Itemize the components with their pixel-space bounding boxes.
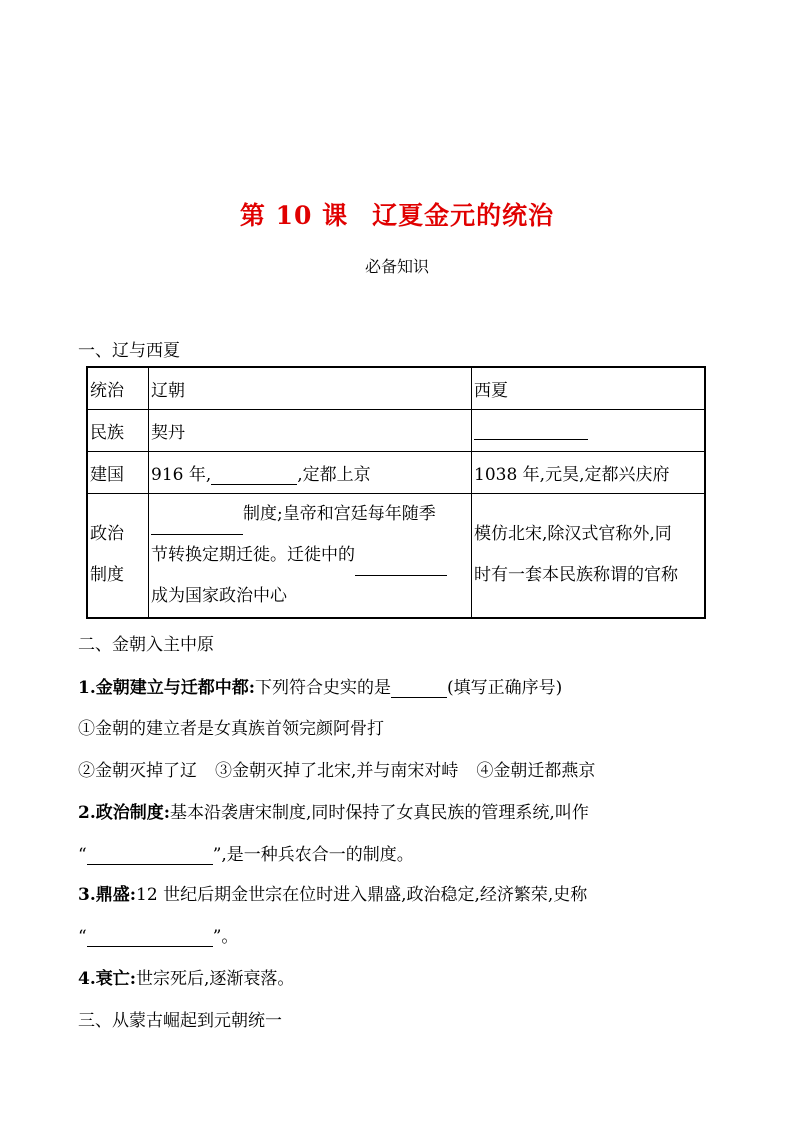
q4-number: 4. xyxy=(78,969,96,989)
fill-blank[interactable] xyxy=(87,928,213,947)
table-row xyxy=(87,493,705,618)
q1-text: 下列符合史实的是 xyxy=(255,678,392,698)
question-2-line2 xyxy=(78,840,414,865)
table-header-row xyxy=(87,367,705,409)
q4-text: 世宗死后,逐渐衰落。 xyxy=(136,969,295,989)
text: ,定都上京 xyxy=(297,464,371,485)
xixia-founding: 1038 年,元昊,定都兴庆府 xyxy=(472,451,706,493)
text: 时有一套本民族称谓的官称 xyxy=(474,565,678,585)
row-label: 建国 xyxy=(87,451,149,493)
q1-option-1: ①金朝的建立者是女真族首领完颜阿骨打 xyxy=(78,719,384,739)
liao-xixia-table xyxy=(86,366,706,619)
section-heading-3: 三、从蒙古崛起到元朝统一 xyxy=(78,1011,282,1031)
row-label: 民族 xyxy=(87,409,149,451)
q1-label: 金朝建立与迁都中都: xyxy=(95,678,256,698)
fill-blank[interactable] xyxy=(87,846,213,865)
q1-option-4: ④金朝迁都燕京 xyxy=(476,761,596,781)
question-1 xyxy=(78,673,562,698)
liao-ethnic: 契丹 xyxy=(149,409,472,451)
q1-number: 1. xyxy=(78,678,96,698)
header-cell: 辽朝 xyxy=(149,367,472,409)
subtitle: 必备知识 xyxy=(364,257,429,276)
q3-number: 3. xyxy=(78,885,96,905)
text: 制度;皇帝和宫廷每年随季 xyxy=(243,503,436,524)
q3-label: 鼎盛: xyxy=(95,885,137,905)
xixia-politics xyxy=(472,493,706,618)
header-cell: 西夏 xyxy=(472,367,706,409)
lesson-number: 第 10 课 xyxy=(239,201,349,230)
question-3 xyxy=(78,880,587,905)
question-3-line2 xyxy=(78,922,238,947)
q3-text-end: ”。 xyxy=(212,927,239,947)
q2-number: 2. xyxy=(78,803,96,823)
lesson-name: 辽夏金元的统治 xyxy=(372,201,555,230)
lesson-title xyxy=(0,196,794,232)
quote-open: “ xyxy=(78,927,87,947)
fill-blank[interactable] xyxy=(391,679,447,698)
q1-option-3: ③金朝灭掉了北宋,并与南宋对峙 xyxy=(215,761,459,781)
q3-text: 12 世纪后期金世宗在位时进入鼎盛,政治稳定,经济繁荣,史称 xyxy=(136,885,588,905)
text: 节转换定期迁徙。迁徙中的 xyxy=(151,544,355,565)
q1-options xyxy=(78,756,595,781)
q4-label: 衰亡: xyxy=(95,969,137,989)
text: 模仿北宋,除汉式官称外,同 xyxy=(474,524,672,544)
fill-blank[interactable] xyxy=(355,557,447,576)
q2-text: 基本沿袭唐宋制度,同时保持了女真民族的管理系统,叫作 xyxy=(170,803,589,823)
table-row xyxy=(87,451,705,493)
fill-blank[interactable] xyxy=(474,421,588,440)
liao-founding xyxy=(149,451,472,493)
fill-blank[interactable] xyxy=(211,466,297,485)
text: 成为国家政治中心 xyxy=(151,585,287,606)
text: 916 年, xyxy=(151,464,212,485)
xixia-ethnic-blank[interactable] xyxy=(472,409,706,451)
q1-suffix: (填写正确序号) xyxy=(447,678,563,698)
section-heading-2: 二、金朝入主中原 xyxy=(78,635,214,655)
q2-label: 政治制度: xyxy=(95,803,171,823)
question-4 xyxy=(78,964,294,989)
quote-open: “ xyxy=(78,845,87,865)
liao-politics xyxy=(149,493,472,618)
q2-text-end: ”,是一种兵农合一的制度。 xyxy=(212,845,414,865)
fill-blank[interactable] xyxy=(151,516,243,535)
label-line: 政治 xyxy=(90,524,124,544)
q1-option-2: ②金朝灭掉了辽 xyxy=(78,761,197,781)
label-line: 制度 xyxy=(90,565,124,585)
table-row xyxy=(87,409,705,451)
question-2 xyxy=(78,798,589,823)
header-cell: 统治 xyxy=(87,367,149,409)
row-label xyxy=(87,493,149,618)
section-heading-1: 一、辽与西夏 xyxy=(78,341,180,361)
